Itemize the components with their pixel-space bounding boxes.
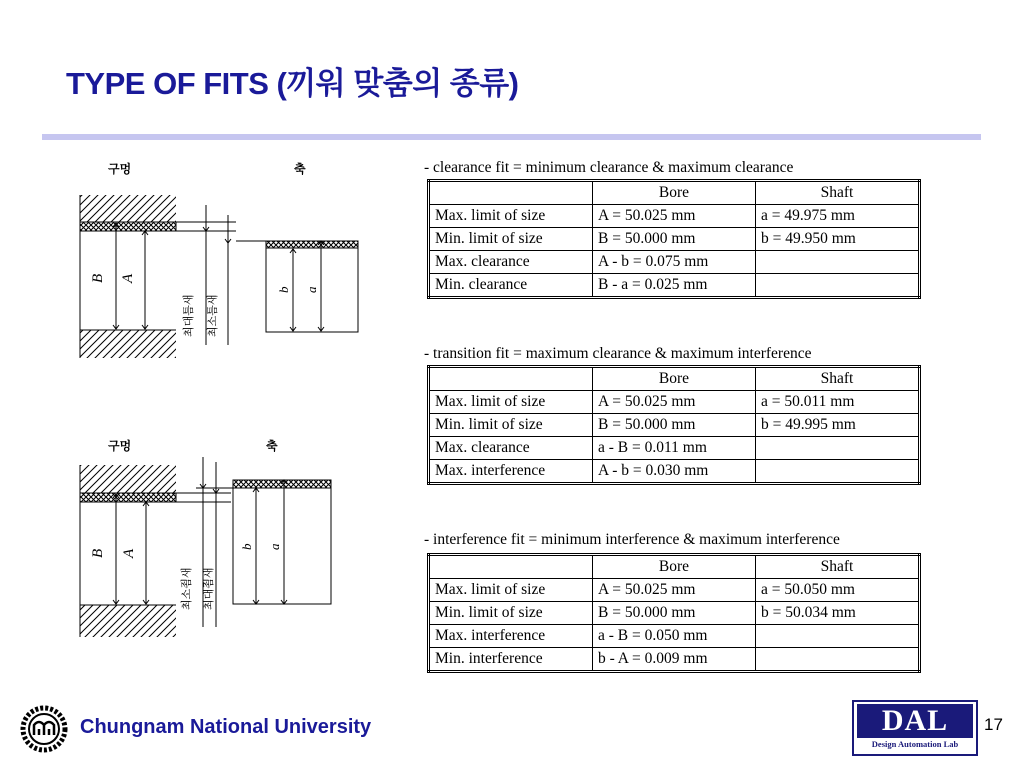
clearance-fit-block [424,159,984,309]
university-emblem-icon [18,705,70,753]
table-row [429,251,920,274]
header-shaft: Shaft [756,181,920,205]
row-label: Max. interference [429,625,593,648]
dal-logo-subtitle: Design Automation Lab [871,739,959,749]
interference-fit-table [427,553,921,673]
row-label: Max. interference [429,460,593,484]
max-interference-vertical: 최대죔새 [202,567,215,610]
row-label: Min. limit of size [429,228,593,251]
shaft-value [756,437,920,460]
clearance-fit-caption: - clearance fit = minimum clearance & maximum clearance [424,159,794,176]
table-row [429,437,920,460]
dim-A-label: A [120,273,136,283]
shaft-value [756,251,920,274]
table-row [429,579,920,602]
dim-B-label: B [90,273,106,283]
row-label: Min. limit of size [429,414,593,437]
row-label: Max. clearance [429,437,593,460]
header-empty-cell [429,555,593,579]
row-label: Max. limit of size [429,205,593,228]
interference-fit-diagram [66,432,386,642]
table-row [429,228,920,251]
bore-value: a - B = 0.011 mm [593,437,756,460]
table-row [429,625,920,648]
shaft-value: b = 50.034 mm [756,602,920,625]
interference-fit-caption: - interference fit = minimum interference & maximum interference [424,531,840,548]
table-row [429,391,920,414]
header-empty-cell [429,367,593,391]
min-clearance-vertical: 최소틈새 [206,294,219,337]
hole-label: 구멍 [108,162,132,176]
shaft-value: a = 50.011 mm [756,391,920,414]
bore-value: a - B = 0.050 mm [593,625,756,648]
bore-value: A - b = 0.075 mm [593,251,756,274]
header-shaft: Shaft [756,367,920,391]
transition-fit-table [427,365,921,485]
dal-logo-text: DAL [857,704,973,738]
transition-fit-block [424,345,984,495]
dim-B-label: B [90,548,106,558]
row-label: Min. interference [429,648,593,672]
shaft-label: 축 [266,439,278,453]
table-row [429,602,920,625]
bore-value: B - a = 0.025 mm [593,274,756,298]
bore-value: b - A = 0.009 mm [593,648,756,672]
clearance-fit-table [427,179,921,299]
table-row [429,648,920,672]
shaft-value: a = 50.050 mm [756,579,920,602]
header-bore: Bore [593,555,756,579]
bore-value: A = 50.025 mm [593,391,756,414]
table-row [429,274,920,298]
shaft-value [756,460,920,484]
shaft-value [756,274,920,298]
page-number: 17 [984,715,1003,734]
dal-logo [852,700,978,756]
bore-value: B = 50.000 mm [593,414,756,437]
dim-b-label: b [239,543,254,550]
header-shaft: Shaft [756,555,920,579]
dim-b-label: b [276,286,291,293]
clearance-fit-diagram [66,155,386,360]
table-row [429,460,920,484]
title-divider [42,134,981,140]
bore-value: B = 50.000 mm [593,602,756,625]
max-clearance-vertical: 최대틈새 [182,294,195,337]
shaft-value [756,625,920,648]
table-row [429,414,920,437]
table-header-row [429,555,920,579]
shaft-value: b = 49.950 mm [756,228,920,251]
bore-value: A - b = 0.030 mm [593,460,756,484]
shaft-value: a = 49.975 mm [756,205,920,228]
header-bore: Bore [593,181,756,205]
row-label: Min. limit of size [429,602,593,625]
university-name: Chungnam National University [80,716,372,738]
interference-fit-block [424,531,1004,681]
slide-title: TYPE OF FITS (끼워 맞춤의 종류) [66,66,519,101]
min-interference-vertical: 최소죔새 [180,567,193,610]
shaft-value [756,648,920,672]
table-row [429,205,920,228]
row-label: Max. limit of size [429,579,593,602]
table-header-row [429,181,920,205]
bore-value: A = 50.025 mm [593,205,756,228]
bore-value: B = 50.000 mm [593,228,756,251]
dim-A-label: A [121,548,137,558]
shaft-label: 축 [294,162,306,176]
hole-label: 구멍 [108,439,132,453]
header-empty-cell [429,181,593,205]
table-header-row [429,367,920,391]
header-bore: Bore [593,367,756,391]
bore-value: A = 50.025 mm [593,579,756,602]
dim-a-label: a [267,543,282,550]
transition-fit-caption: - transition fit = maximum clearance & maximum interference [424,345,812,362]
dim-a-label: a [304,286,319,293]
row-label: Max. clearance [429,251,593,274]
row-label: Min. clearance [429,274,593,298]
row-label: Max. limit of size [429,391,593,414]
shaft-value: b = 49.995 mm [756,414,920,437]
